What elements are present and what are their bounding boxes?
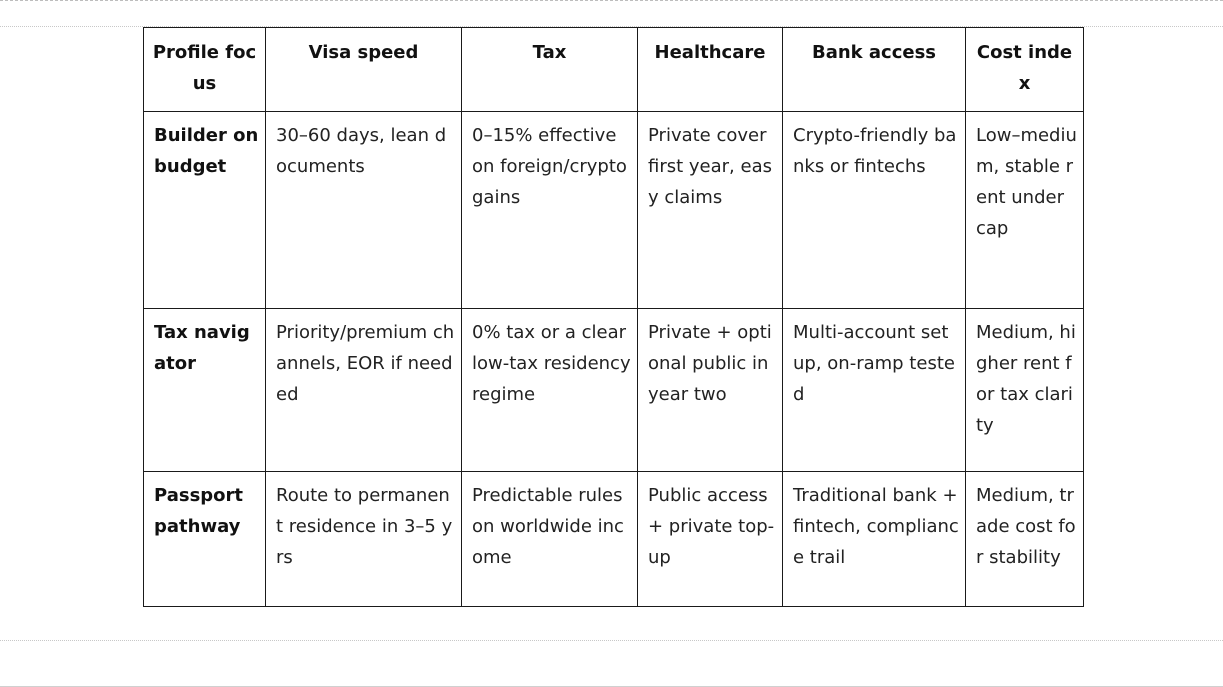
- header-row: [144, 28, 1084, 112]
- row-label: Builder on budget: [144, 112, 266, 309]
- comparison-table: [143, 27, 1084, 607]
- table-cell: 0% tax or a clear low-tax residency regime: [462, 309, 638, 472]
- table-row: [144, 472, 1084, 607]
- top-dashed-rule: [0, 0, 1223, 1]
- header-visa-speed: Visa speed: [266, 28, 462, 112]
- header-profile-focus: Profile focus: [144, 28, 266, 112]
- table-cell: 0–15% effective on foreign/crypto gains: [462, 112, 638, 309]
- table-cell: Private cover first year, easy claims: [638, 112, 783, 309]
- table-cell: Private + optional public in year two: [638, 309, 783, 472]
- header-bank-access: Bank access: [783, 28, 966, 112]
- header-healthcare: Healthcare: [638, 28, 783, 112]
- table-cell: Route to permanent residence in 3–5 yrs: [266, 472, 462, 607]
- table-row: [144, 309, 1084, 472]
- table-row: [144, 112, 1084, 309]
- lower-divider: [0, 640, 1223, 641]
- row-label: Tax navigator: [144, 309, 266, 472]
- table-cell: Multi-account setup, on-ramp tested: [783, 309, 966, 472]
- table-cell: Medium, trade cost for stability: [966, 472, 1084, 607]
- table-cell: Traditional bank + fintech, compliance trail: [783, 472, 966, 607]
- table-cell: Medium, higher rent for tax clarity: [966, 309, 1084, 472]
- table-cell: Crypto-friendly banks or fintechs: [783, 112, 966, 309]
- row-label: Passport pathway: [144, 472, 266, 607]
- table-cell: Public access + private top-up: [638, 472, 783, 607]
- table-cell: Low–medium, stable rent under cap: [966, 112, 1084, 309]
- table-cell: 30–60 days, lean documents: [266, 112, 462, 309]
- header-cost-index: Cost index: [966, 28, 1084, 112]
- table-cell: Priority/premium channels, EOR if needed: [266, 309, 462, 472]
- table-cell: Predictable rules on worldwide income: [462, 472, 638, 607]
- header-tax: Tax: [462, 28, 638, 112]
